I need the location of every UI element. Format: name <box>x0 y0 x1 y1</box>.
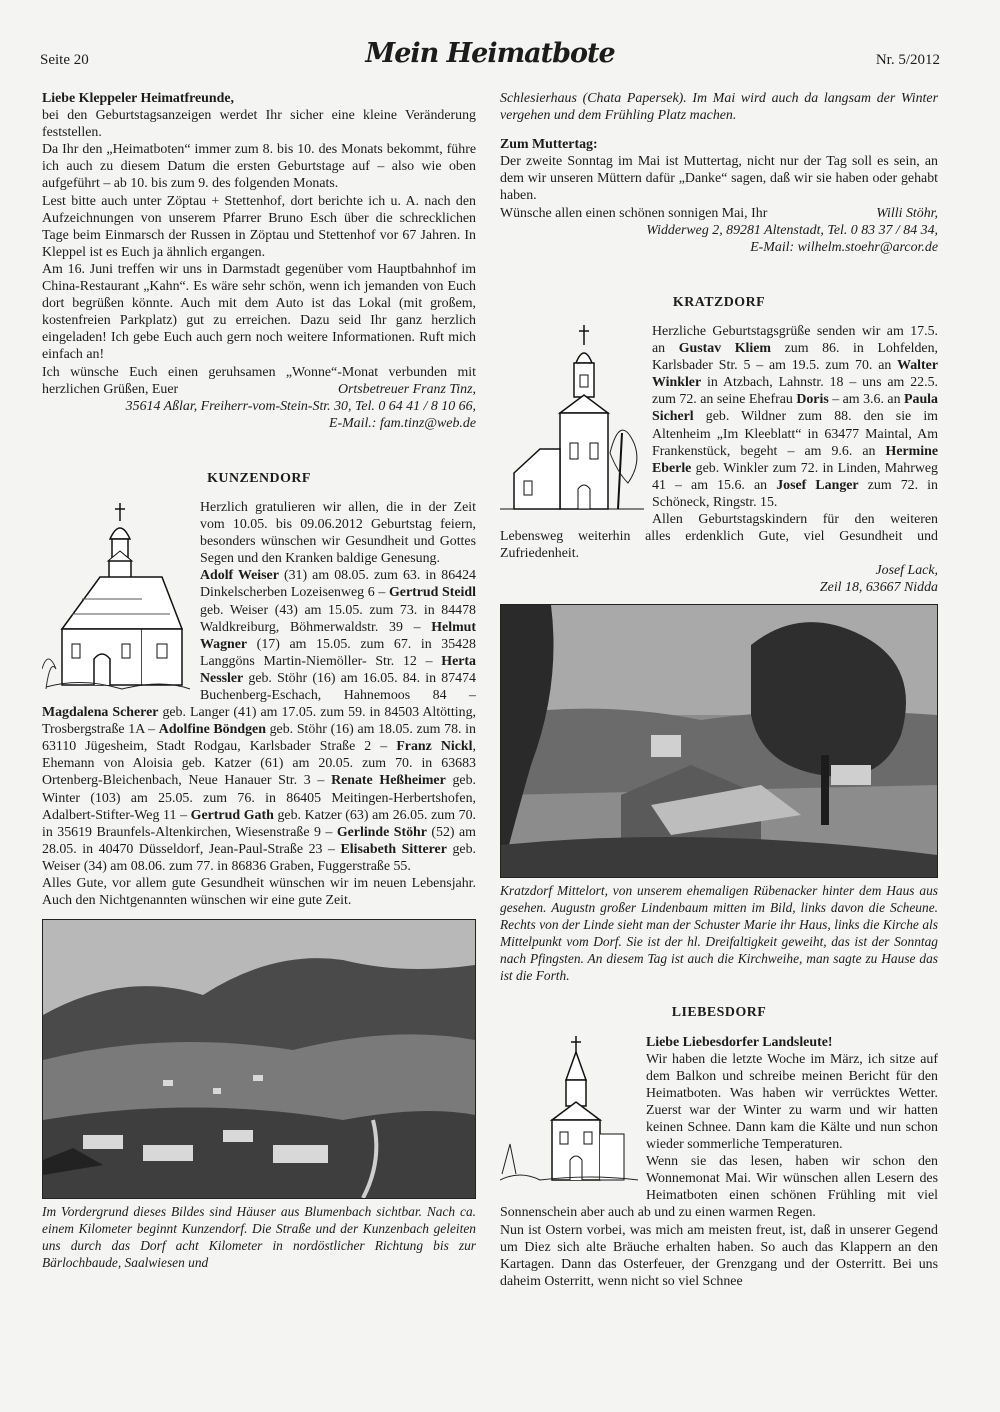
kunzendorf-church-illustration <box>42 499 192 693</box>
kunzendorf-intro: Herzlich gratulieren wir allen, die in der Zeit vom 10.05. bis 09.06.2012 Geburtstag feiern, besonders wünschen wir Gesundheit und Gottes Segen und den Kranken baldige Genesung. <box>200 499 476 567</box>
muttertag-signature-address: Widderweg 2, 89281 Altenstadt, Tel. 0 83 37 / 84 34, <box>646 222 938 238</box>
kleppel-paragraph: Ich wünsche Euch einen geruhsamen „Wonne“-Monat verbunden mit herzlichen Grüßen, Euer Ortsbetreuer Franz Tinz, <box>42 364 476 397</box>
kratzdorf-signature-address: Zeil 18, 63667 Nidda <box>819 580 938 596</box>
page-number: Seite 20 <box>40 52 89 68</box>
muttertag-text: Der zweite Sonntag im Mai ist Muttertag, nicht nur der Tag soll es sein, an dem wir unseren Müttern dafür „Danke“ sagen, daß wir sie haben oder gehabt haben. <box>500 154 938 204</box>
kratzdorf-closing: Allen Geburtstagskindern für den weiteren Lebensweg weiterhin alles erdenklich Gute, viel Gesundheit und Zufriedenheit. <box>500 511 938 562</box>
kunzendorf-closing: Alles Gute, vor allem gute Gesundheit wünschen wir im neuen Lebensjahr. Auch den Nichtgenannten wünschen wir eine gute Zeit. <box>42 876 476 909</box>
continued-text: Schlesierhaus (Chata Papersek). Im Mai wird auch da langsam der Winter vergehen und dem Frühling Platz machen. <box>500 91 938 124</box>
kleppel-paragraph: Da Ihr den „Heimatboten“ immer zum 8. bis 10. des Monats bekommt, führe ich auch zu diesem Datum die ersten Geburtstage auf – also wie oben aufgeführt – ab 10. bis zum 9. des folgenden Monats. <box>42 142 476 192</box>
page-header <box>40 38 940 78</box>
kunzendorf-heading: KUNZENDORF <box>207 470 311 486</box>
liebesdorf-church-illustration <box>500 1034 638 1184</box>
kunzendorf-photo-caption: Im Vordergrund dieses Bildes sind Häuser aus Blumenbach sichtbar. Nach ca. einem Kilometer beginnt Kunzendorf. Die Straße und der Kunzenbach geleiten uns durch das Dorf acht Kilometer in nordöstlicher Richtung bis zur Bärlochbaude, Saalwiesen und <box>42 1204 476 1271</box>
kleppel-signature-address: 35614 Aßlar, Freiherr-vom-Stein-Str. 30, Tel. 0 64 41 / 8 10 66, <box>125 398 476 414</box>
right-column <box>500 90 938 1290</box>
liebesdorf-greeting: Liebe Liebesdorfer Landsleute! <box>646 1034 833 1050</box>
kratzdorf-church-illustration <box>500 323 644 511</box>
kleppel-paragraph: bei den Geburtstagsanzeigen werdet Ihr sicher eine kleine Veränderung feststellen. <box>42 108 476 141</box>
muttertag-signature-email: E-Mail: wilhelm.stoehr@arcor.de <box>750 239 938 255</box>
kleppel-title: Liebe Kleppeler Heimatfreunde, <box>42 91 234 106</box>
liebesdorf-heading: LIEBESDORF <box>671 1005 767 1021</box>
muttertag-title: Zum Muttertag: <box>500 137 598 153</box>
kleppel-signature-name: Ortsbetreuer Franz Tinz, <box>337 381 476 397</box>
kunzendorf-birthdays: Adolf Weiser (31) am 08.05. zum 63. in 86424 Dinkelscherben Lozeisenweg 6 – Gertrud Steidl geb. Weiser (43) am 15.05. zum 73. in 84478 Waldkreiburg, Böhmerwaldstr. 39 – Helmut Wagner (17) am 15.05. zum 67. in 35428 Langgöns Martin-Niemöller- Str. 12 – Herta Nessler geb. Stöhr (16) am 16.05. 84. in 87474 Buchenberg-Eschach, Hahnemoos 84 – Magdalena Scherer geb. Langer (41) am 17.05. zum 59. in 84503 Altötting, Trosbergstraße 1A – Adolfine Böndgen geb. Stöhr (16) am 18.05. zum 78. in 63110 Jügesheim, Stadt Rodgau, Karlsbader Straße 2 – Franz Nickl, Ehemann von Aloisia geb. Katzer (61) am 20.05. zum 70. in 63683 Ortenberg-Bleichenbach, Neue Hanauer Str. 3 – Renate Heßheimer geb. Winter (103) am 25.05. zum 76. in 86405 Meitingen-Herbertshofen, Adalbert-Stifter-Weg 11 – Gertrud Gath geb. Katzer (63) am 26.05. zum 70. in 35619 Braunfels-Altenkirchen, Wiesenstraße 9 – Gerlinde Stöhr (52) am 28.05. in 40470 Düsseldorf, Jean-Paul-Straße 23 – Elisabeth Sitterer geb. Weiser (34) am 08.06. zum 77. in 86836 Graben, Fuggerstraße 55. <box>42 568 477 874</box>
masthead-logo: Mein Heimatbote <box>365 38 615 69</box>
kunzendorf-valley-photo <box>42 919 476 1199</box>
kratzdorf-heading: KRATZDORF <box>672 294 766 310</box>
liebesdorf-paragraph: Wir haben die letzte Woche im März, ich sitze auf dem Balkon und schreibe meinen Bericht für den Heimatboten. Was haben wir verrücktes Wetter. Zuerst war der Winter zu warm und wir hatten keinen Schnee. Dann kam die Kälte und nun schon wieder sommerliche Temperaturen. <box>646 1051 938 1153</box>
kleppel-paragraph: Lest bitte auch unter Zöptau + Stettenhof, dort berichte ich u. A. nach den Aufzeichnungen von unserem Pfarrer Bruno Esch über die schrecklichen Tage beim Einmarsch der Russen in Zöptau und Stettenhof vor 67 Jahren. In Kleppel ist es Euch ja ähnlich ergangen. <box>42 193 476 260</box>
left-column <box>42 90 476 1271</box>
muttertag-wish: Wünsche allen einen schönen sonnigen Mai, Ihr Willi Stöhr, <box>500 205 938 221</box>
issue-number: Nr. 5/2012 <box>875 52 940 68</box>
kratzdorf-signature-name: Josef Lack, <box>875 563 938 579</box>
kleppel-paragraph: Am 16. Juni treffen wir uns in Darmstadt gegenüber vom Hauptbahnhof im China-Restaurant „Kahn“. Es wäre sehr schön, wenn ich jemanden von Euch dort begrüßen könnte. Auch mit dem Auto ist das Lokal (mit großem, kostenfreien Parkplatz) gut zu erreichen. Dazu seid Ihr ganz herzlich eingeladen! Ich gebe Euch auch gern noch weitere Informationen. Ruft mich einfach an! <box>42 261 476 363</box>
liebesdorf-paragraph: Wenn sie das lesen, haben wir schon den Wonnemonat Mai. Wir wünschen allen Lesern des Heimatboten einen schönen Frühling mit viel Sonnenschein aber auch ab und zu einen warmen Regen. <box>500 1154 938 1221</box>
liebesdorf-paragraph: Nun ist Ostern vorbei, was mich am meisten freut, ist, daß in unserer Gegend um Diez sich alte Bräuche erhalten haben. So auch das Klappern an den Kartagen. Dann das Osterfeuer, der Grenzgang und der Osterritt. Bei uns daheim Osterritt, wenn nicht so viel Schnee <box>500 1222 938 1289</box>
kratzdorf-birthdays: Herzliche Geburtstagsgrüße senden wir am 17.5. an Gustav Kliem zum 86. in Lohfelden, Karlsbader Str. 5 – am 19.5. zum 70. an Walter Winkler in Atzbach, Lahnstr. 18 – uns am 22.5. zum 72. an seine Ehefrau Doris – am 3.6. an Paula Sicherl geb. Wildner zum 88. den sie im Altenheim „Im Kleeblatt“ in 63477 Maintal, Am Frankenstück, begeht – am 9.6. an Hermine Eberle geb. Winkler zum 72. in Linden, Mahrweg 41 – am 15.6. an Josef Langer zum 72. in Schöneck, Ringstr. 15. <box>652 323 939 510</box>
muttertag-signature-name: Willi Stöhr, <box>876 205 938 221</box>
kratzdorf-photo-caption: Kratzdorf Mittelort, von unserem ehemaligen Rübenacker hinter dem Haus aus gesehen. Augustn großer Lindenbaum mitten im Bild, links davon die Scheune. Rechts von der Linde sieht man der Schuster Marie ihr Haus, links die Kirche als Mittelpunkt vom Dorf. Sie ist der hl. Dreifaltigkeit geweiht, das ist der Sonntag nach Pfingsten. An diesem Tag ist auch die Kirchweihe, man sagte zu Hause das ist die Forth. <box>500 883 938 984</box>
kratzdorf-village-photo <box>500 604 938 878</box>
kleppel-signature-email: E-Mail.: fam.tinz@web.de <box>328 415 476 431</box>
